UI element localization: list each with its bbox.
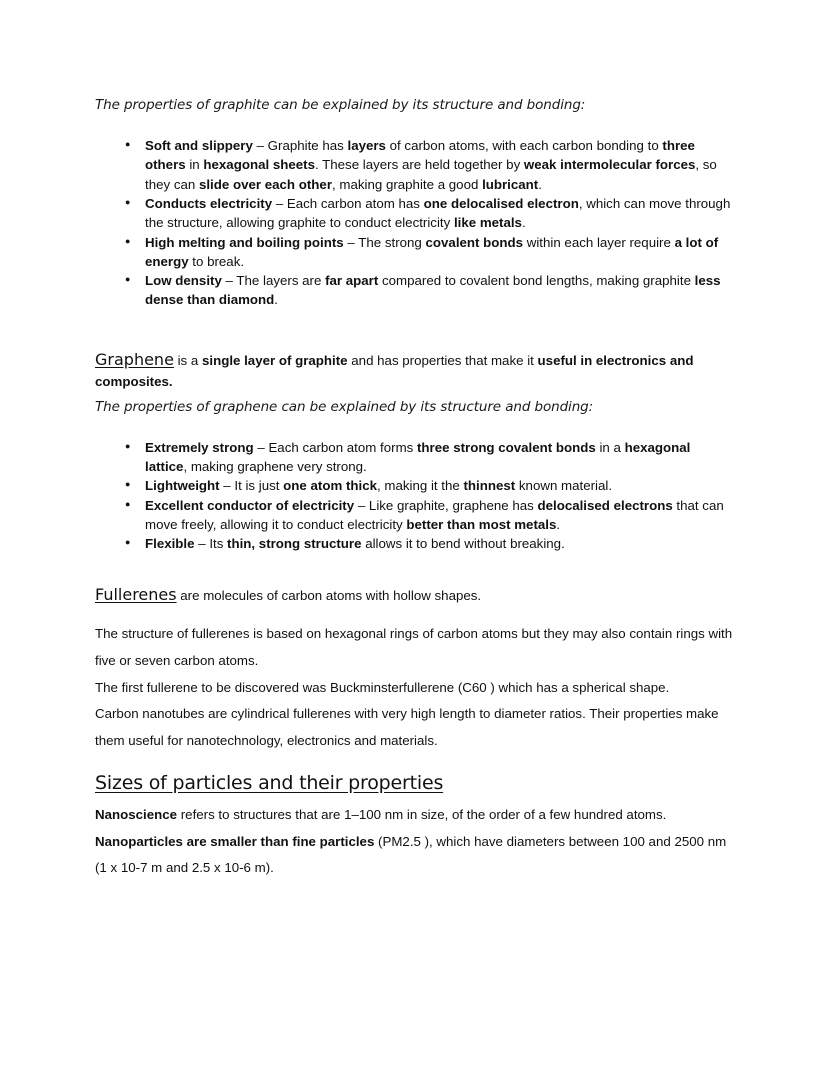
bullet-dash: – xyxy=(194,536,210,552)
graphene-lead-in-text: The properties of graphene can be explained by its structure and bonding: xyxy=(95,398,594,415)
bullet-term: Conducts electricity xyxy=(145,196,273,212)
bullet-body: Graphite has layers of carbon atoms, with each carbon bonding to three others in hexagonal sheets. These layers are held together by weak intermolecular forces, so they can slide over each other, making graphite a good lubricant. xyxy=(145,138,717,192)
bullet-term: High melting and boiling points xyxy=(145,234,344,250)
list-item xyxy=(95,534,735,553)
graphene-heading: Graphene xyxy=(95,349,174,369)
bullet-dash: – xyxy=(253,439,269,455)
bullet-body: Like graphite, graphene has delocalised electrons that can move freely, allowing it to conduct electricity better than most metals. xyxy=(145,497,724,532)
nanoscience-paragraph: Nanoscience refers to structures that are 1–100 nm in size, of the order of a few hundred atoms. xyxy=(95,807,667,823)
bullet-term: Soft and slippery xyxy=(145,138,253,154)
bullet-dash: – xyxy=(354,497,369,513)
bullet-dash: – xyxy=(219,478,235,494)
bullet-body: Each carbon atom has one delocalised electron, which can move through the structure, allowing graphite to conduct electricity like metals. xyxy=(145,196,731,231)
bullet-dash: – xyxy=(343,234,359,250)
bullet-body: Its thin, strong structure allows it to bend without breaking. xyxy=(209,536,565,552)
graphene-definition xyxy=(95,348,735,392)
fullerenes-definition xyxy=(95,583,735,607)
graphene-properties-list xyxy=(95,438,735,554)
list-item xyxy=(95,271,735,310)
list-item xyxy=(95,438,735,477)
list-item xyxy=(95,476,735,495)
bullet-term: Low density xyxy=(145,273,222,289)
sizes-of-particles-heading: Sizes of particles and their properties xyxy=(95,772,444,795)
bullet-term: Extremely strong xyxy=(145,439,254,455)
bullet-term: Excellent conductor of electricity xyxy=(145,497,355,513)
bullet-dash: – xyxy=(252,138,268,154)
document-content xyxy=(95,96,735,882)
bullet-dash: – xyxy=(221,273,237,289)
carbon-nanotubes-paragraph: Carbon nanotubes are cylindrical fullerenes with very high length to diameter ratios. Their properties make them useful for nanotechnology, electronics and materials. xyxy=(95,706,719,748)
list-item xyxy=(95,496,735,535)
bullet-dash: – xyxy=(272,196,287,212)
fullerenes-heading: Fullerenes xyxy=(95,585,177,605)
buckminsterfullerene-paragraph: The first fullerene to be discovered was Buckminsterfullerene (C60 ) which has a spherical shape. xyxy=(95,679,670,695)
bullet-body: The layers are far apart compared to covalent bond lengths, making graphite less dense than diamond. xyxy=(145,273,721,308)
bullet-term: Lightweight xyxy=(145,478,220,494)
list-item xyxy=(95,136,735,194)
graphite-properties-list xyxy=(95,136,735,309)
list-item xyxy=(95,233,735,272)
nanoparticles-paragraph: Nanoparticles are smaller than fine particles (PM2.5 ), which have diameters between 100 and 2500 nm (1 x 10-7 m and 2.5 x 10-6 m). xyxy=(95,833,727,876)
graphite-lead-in-text: The properties of graphite can be explained by its structure and bonding: xyxy=(95,97,586,113)
list-item xyxy=(95,194,735,233)
fullerenes-structure-paragraph: The structure of fullerenes is based on hexagonal rings of carbon atoms but they may also contain rings with five or seven carbon atoms. xyxy=(95,626,733,668)
bullet-body: The strong covalent bonds within each layer require a lot of energy to break. xyxy=(145,234,719,269)
bullet-body: Each carbon atom forms three strong covalent bonds in a hexagonal lattice, making graphene very strong. xyxy=(145,439,691,475)
bullet-body: It is just one atom thick, making it the thinnest known material. xyxy=(234,478,613,494)
graphene-definition-text: is a single layer of graphite and has properties that make it useful in electronics and composites. xyxy=(95,352,694,389)
fullerenes-definition-text: are molecules of carbon atoms with hollow shapes. xyxy=(176,588,482,604)
bullet-term: Flexible xyxy=(145,536,195,552)
